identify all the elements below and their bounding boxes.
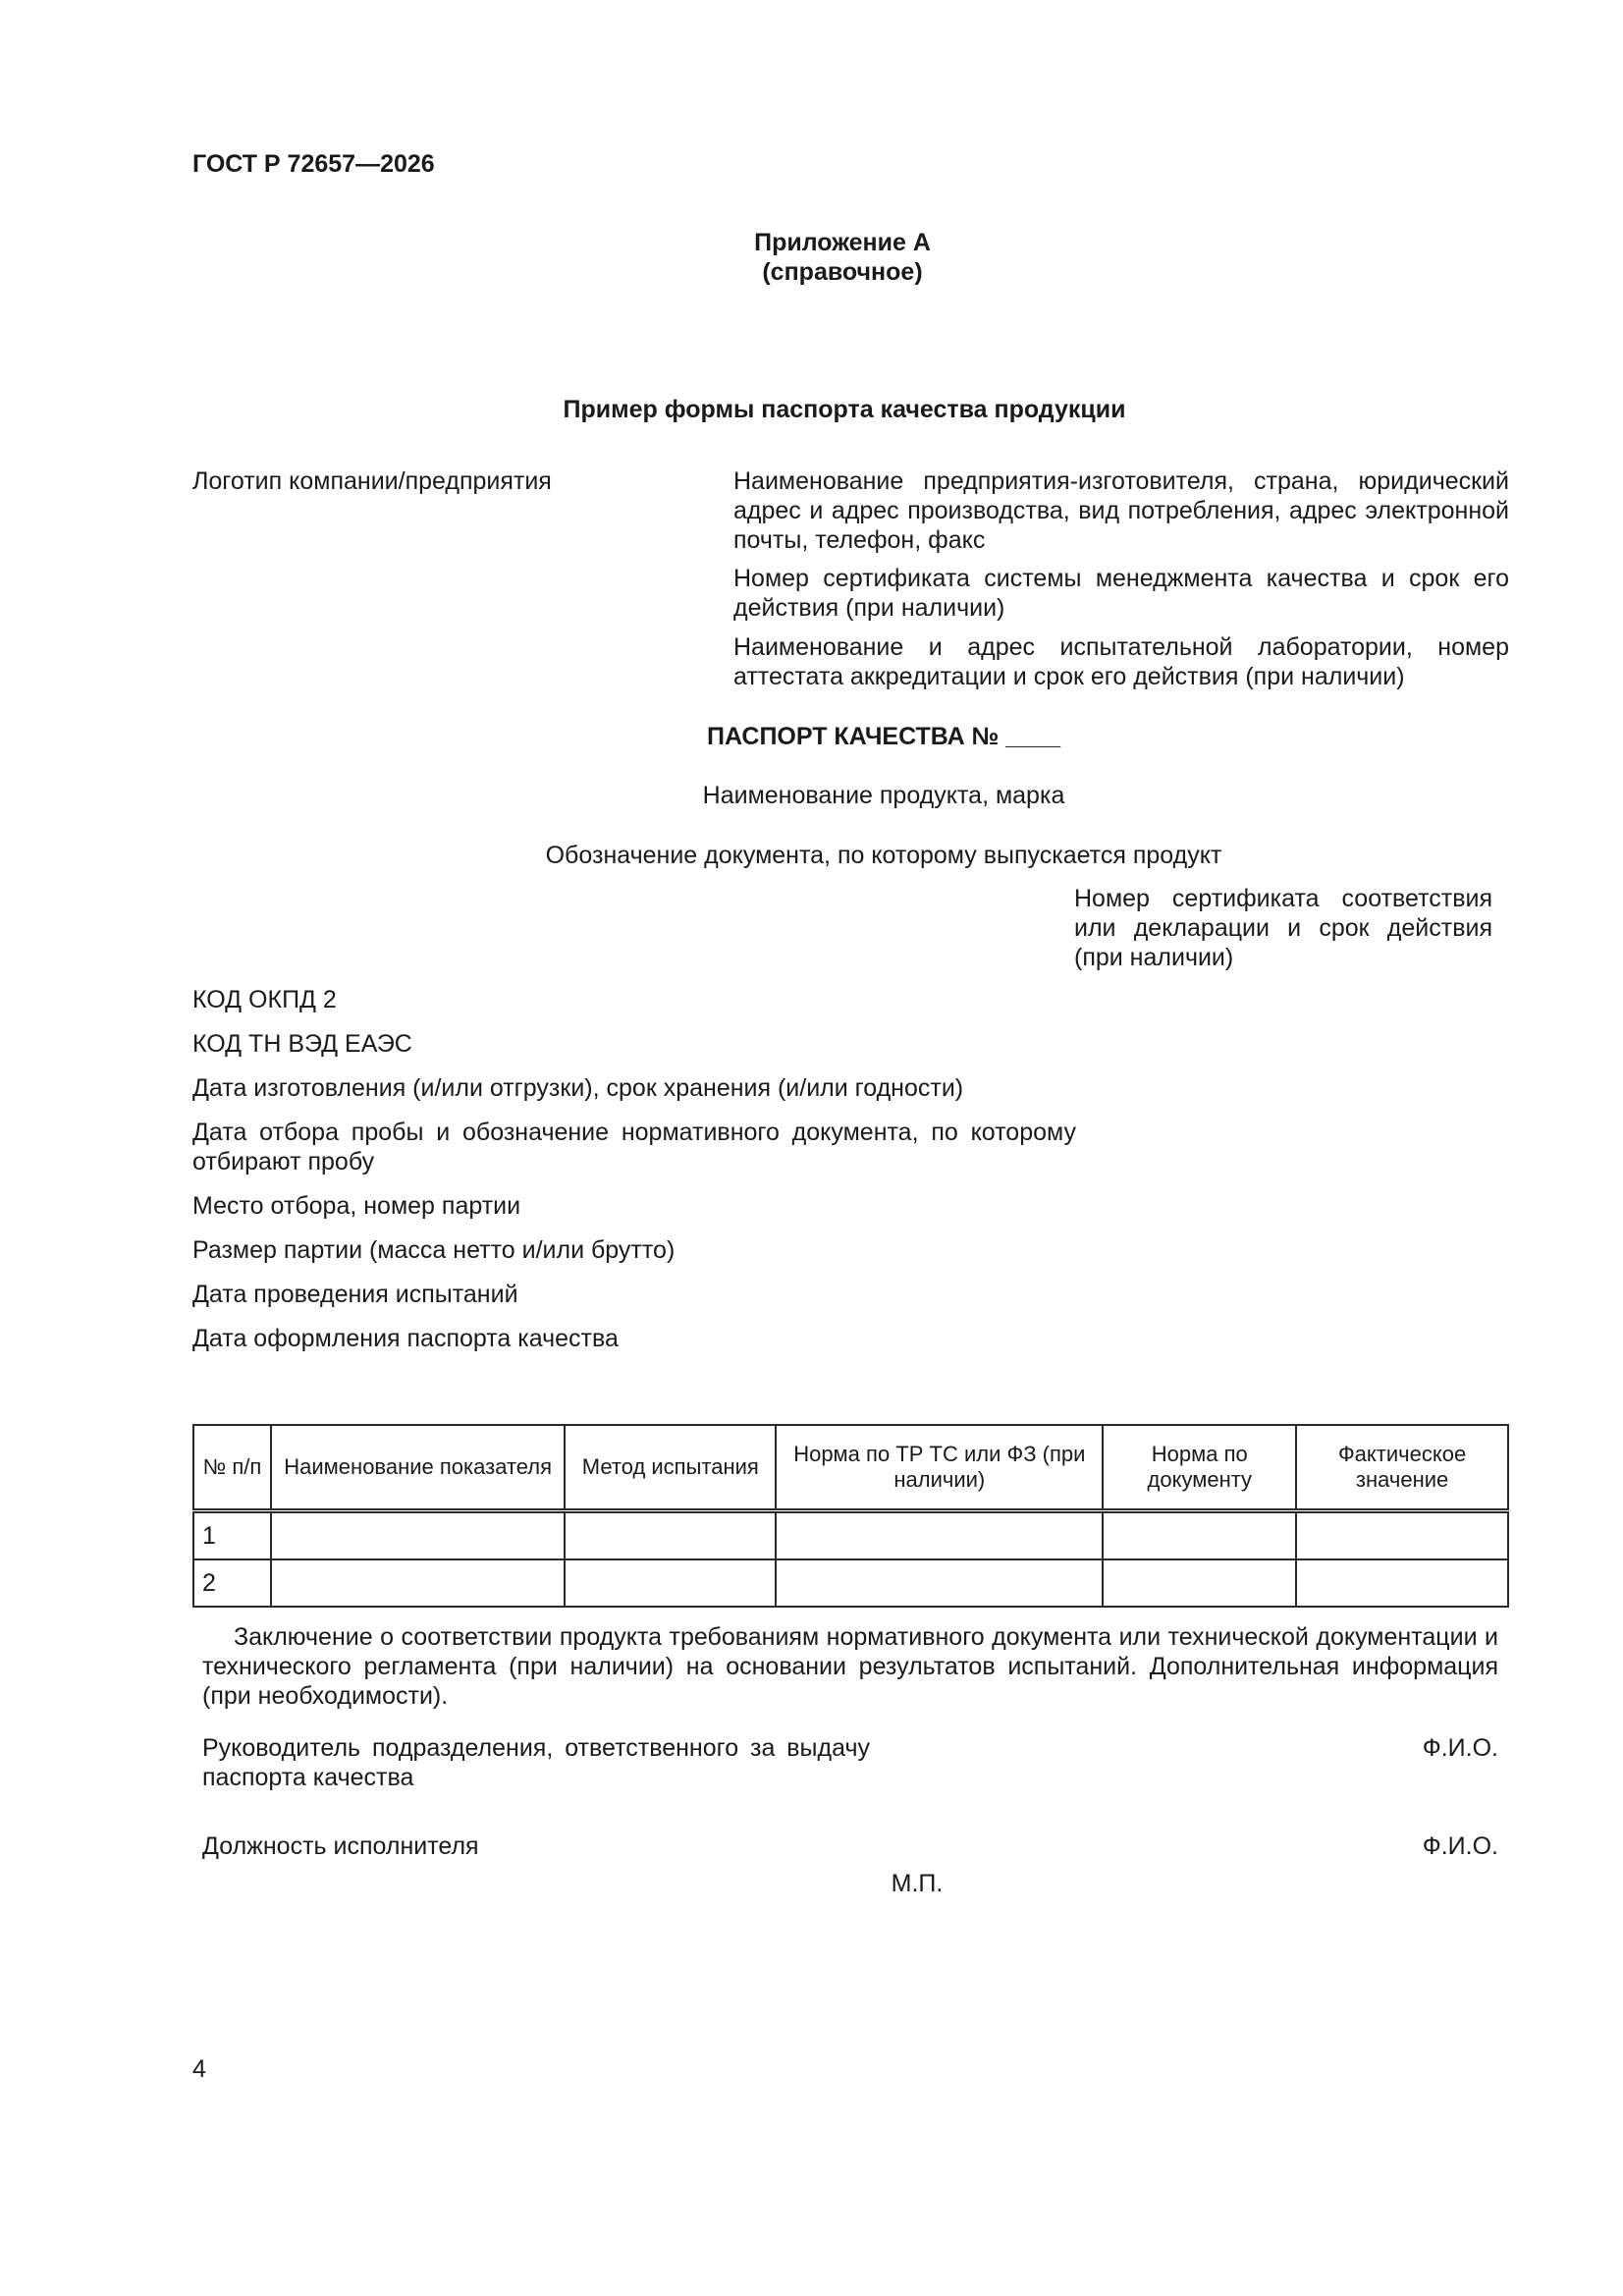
table-cell xyxy=(271,1511,566,1560)
table-row xyxy=(193,1559,1508,1607)
column-header: Норма по документу xyxy=(1103,1425,1296,1511)
field-sampling-place: Место отбора, номер партии xyxy=(192,1192,521,1220)
field-test-date: Дата проведения испытаний xyxy=(192,1281,518,1308)
column-header: Норма по ТР ТС или ФЗ (при наличии) xyxy=(776,1425,1103,1511)
appendix-title: Приложение А xyxy=(754,229,931,256)
appendix-kind: (справочное) xyxy=(762,258,923,286)
table-header-row xyxy=(193,1425,1508,1511)
table-cell xyxy=(1296,1559,1508,1607)
head-signature-name: Ф.И.О. xyxy=(1422,1734,1498,1762)
page-number: 4 xyxy=(192,2055,206,2083)
product-name: Наименование продукта, марка xyxy=(702,782,1065,809)
field-passport-date: Дата оформления паспорта качества xyxy=(192,1325,619,1352)
column-header: № п/п xyxy=(193,1425,271,1511)
indicators-table xyxy=(192,1424,1509,1608)
form-title: Пример формы паспорта качества продукции xyxy=(563,396,1126,423)
document-code: ГОСТ Р 72657—2026 xyxy=(192,150,435,178)
column-header: Фактическое значение xyxy=(1296,1425,1508,1511)
conformity-certificate: Номер сертификата соответствия или декларации и срок действия (при наличии) xyxy=(1074,885,1492,971)
stamp-place: М.П. xyxy=(891,1870,944,1897)
company-info-qms-certificate: Номер сертификата системы менеджмента качества и срок его действия (при наличии) xyxy=(733,565,1509,622)
company-info-manufacturer: Наименование предприятия-изготовителя, страна, юридический адрес и адрес производства, вид потребления, адрес электронной почты, телефон, факс xyxy=(733,467,1509,554)
passport-title: ПАСПОРТ КАЧЕСТВА № ____ xyxy=(706,723,1061,750)
table-cell xyxy=(1296,1511,1508,1560)
table-cell xyxy=(776,1559,1103,1607)
executor-signature-name: Ф.И.О. xyxy=(1422,1832,1498,1860)
company-info-laboratory: Наименование и адрес испытательной лаборатории, номер аттестата аккредитации и срок его действия (при наличии) xyxy=(733,633,1509,690)
document-designation: Обозначение документа, по которому выпускается продукт xyxy=(545,842,1222,869)
field-sampling-date: Дата отбора пробы и обозначение нормативного документа, по которому отбирают пробу xyxy=(192,1119,1076,1175)
head-signature-label: Руководитель подразделения, ответственного за выдачу паспорта качества xyxy=(202,1734,870,1791)
field-okpd2: КОД ОКПД 2 xyxy=(192,986,337,1013)
column-header: Наименование показателя xyxy=(271,1425,566,1511)
table-cell: 2 xyxy=(193,1559,271,1607)
table-cell xyxy=(776,1511,1103,1560)
column-header: Метод испытания xyxy=(565,1425,776,1511)
field-tn-ved: КОД ТН ВЭД ЕАЭС xyxy=(192,1030,412,1058)
table-cell: 1 xyxy=(193,1511,271,1560)
field-batch-size: Размер партии (масса нетто и/или брутто) xyxy=(192,1236,676,1264)
table-row xyxy=(193,1511,1508,1560)
executor-signature-label: Должность исполнителя xyxy=(202,1832,479,1860)
table-cell xyxy=(271,1559,566,1607)
table-cell xyxy=(1103,1511,1296,1560)
table-cell xyxy=(1103,1559,1296,1607)
field-manufacture-date: Дата изготовления (и/или отгрузки), срок хранения (и/или годности) xyxy=(192,1074,964,1102)
conclusion-text: Заключение о соответствии продукта требованиям нормативного документа или технической документации и технического регламента (при наличии) на основании результатов испытаний. Дополнительная информация (при необходимости). xyxy=(202,1623,1498,1710)
table-cell xyxy=(565,1511,776,1560)
company-logo-label: Логотип компании/предприятия xyxy=(192,467,552,495)
table-cell xyxy=(565,1559,776,1607)
